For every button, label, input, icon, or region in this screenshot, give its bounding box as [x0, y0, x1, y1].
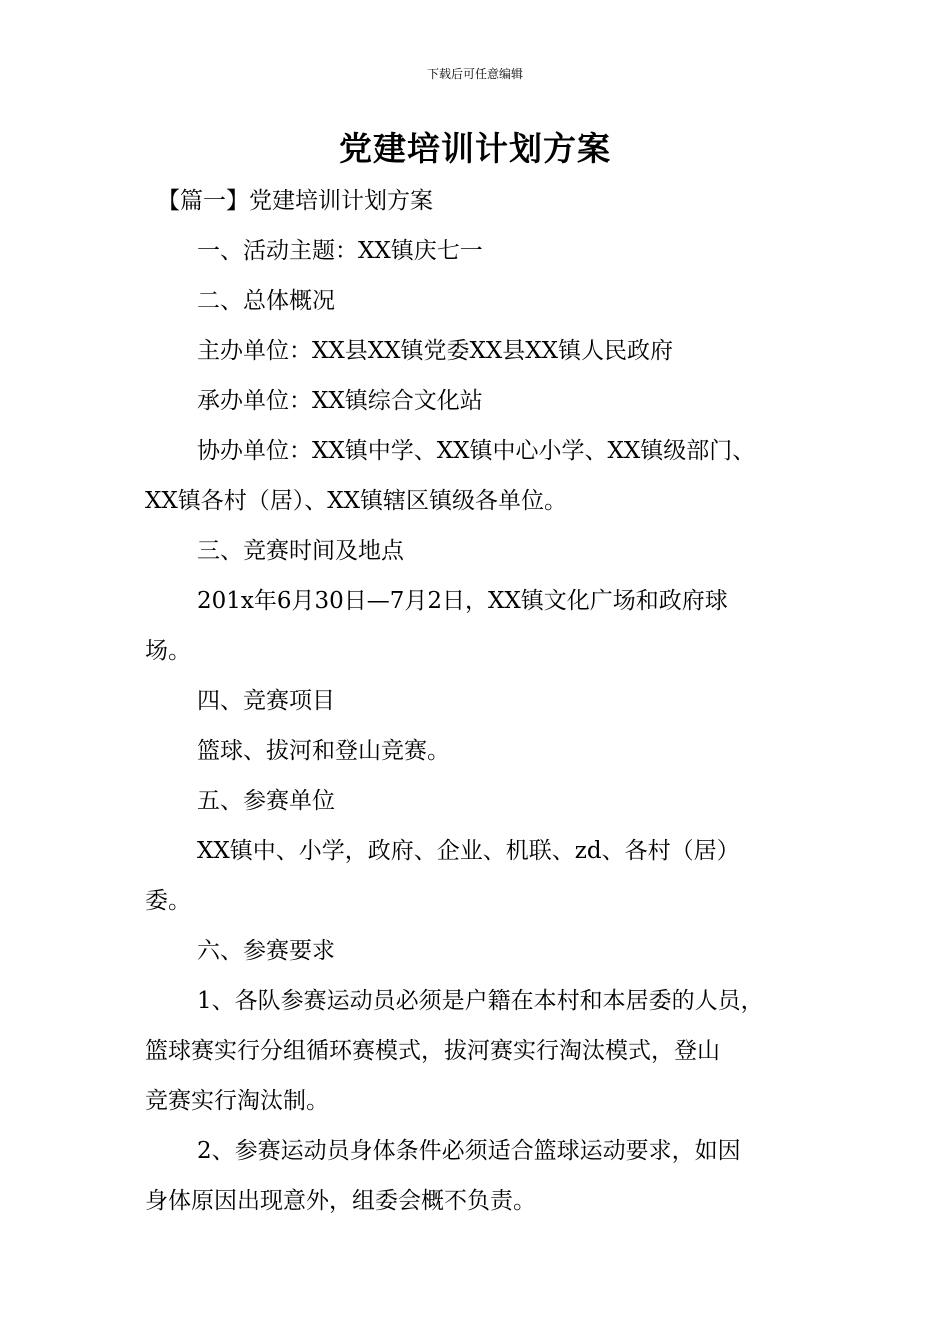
- paragraph-line: 四、竞赛项目: [197, 688, 335, 714]
- section-heading: 【篇一】党建培训计划方案: [157, 188, 433, 214]
- paragraph-line: 篮球、拔河和登山竞赛。: [197, 738, 450, 764]
- paragraph-line: 场。: [145, 638, 191, 664]
- page-header-note: 下载后可任意编辑: [426, 67, 523, 81]
- paragraph-line: 201x年6月30日—7月2日，XX镇文化广场和政府球: [197, 588, 728, 614]
- paragraph-line: 主办单位：XX县XX镇党委XX县XX镇人民政府: [197, 338, 673, 364]
- document-title: 党建培训计划方案: [339, 129, 611, 168]
- paragraph-line: 二、总体概况: [197, 288, 335, 314]
- paragraph-line: 承办单位：XX镇综合文化站: [197, 388, 483, 414]
- paragraph-line: 篮球赛实行分组循环赛模式，拔河赛实行淘汰模式，登山: [145, 1038, 720, 1064]
- document-body: [145, 176, 810, 1226]
- paragraph-line: 竞赛实行淘汰制。: [145, 1088, 329, 1114]
- paragraph-line: 三、竞赛时间及地点: [197, 538, 404, 564]
- paragraph-line: 身体原因出现意外，组委会概不负责。: [145, 1188, 536, 1214]
- paragraph-line: 1、各队参赛运动员必须是户籍在本村和本居委的人员，: [197, 988, 764, 1014]
- paragraph-line: 2、参赛运动员身体条件必须适合篮球运动要求，如因: [197, 1138, 741, 1164]
- paragraph-line: 六、参赛要求: [197, 938, 335, 964]
- paragraph-line: XX镇中、小学，政府、企业、机联、zd、各村（居）: [197, 838, 740, 864]
- paragraph-line: XX镇各村（居）、XX镇辖区镇级各单位。: [145, 488, 567, 514]
- paragraph-line: 协办单位：XX镇中学、XX镇中心小学、XX镇级部门、: [197, 438, 756, 464]
- paragraph-line: 委。: [145, 888, 191, 914]
- paragraph-line: 一、活动主题：XX镇庆七一: [197, 238, 483, 264]
- paragraph-line: 五、参赛单位: [197, 788, 335, 814]
